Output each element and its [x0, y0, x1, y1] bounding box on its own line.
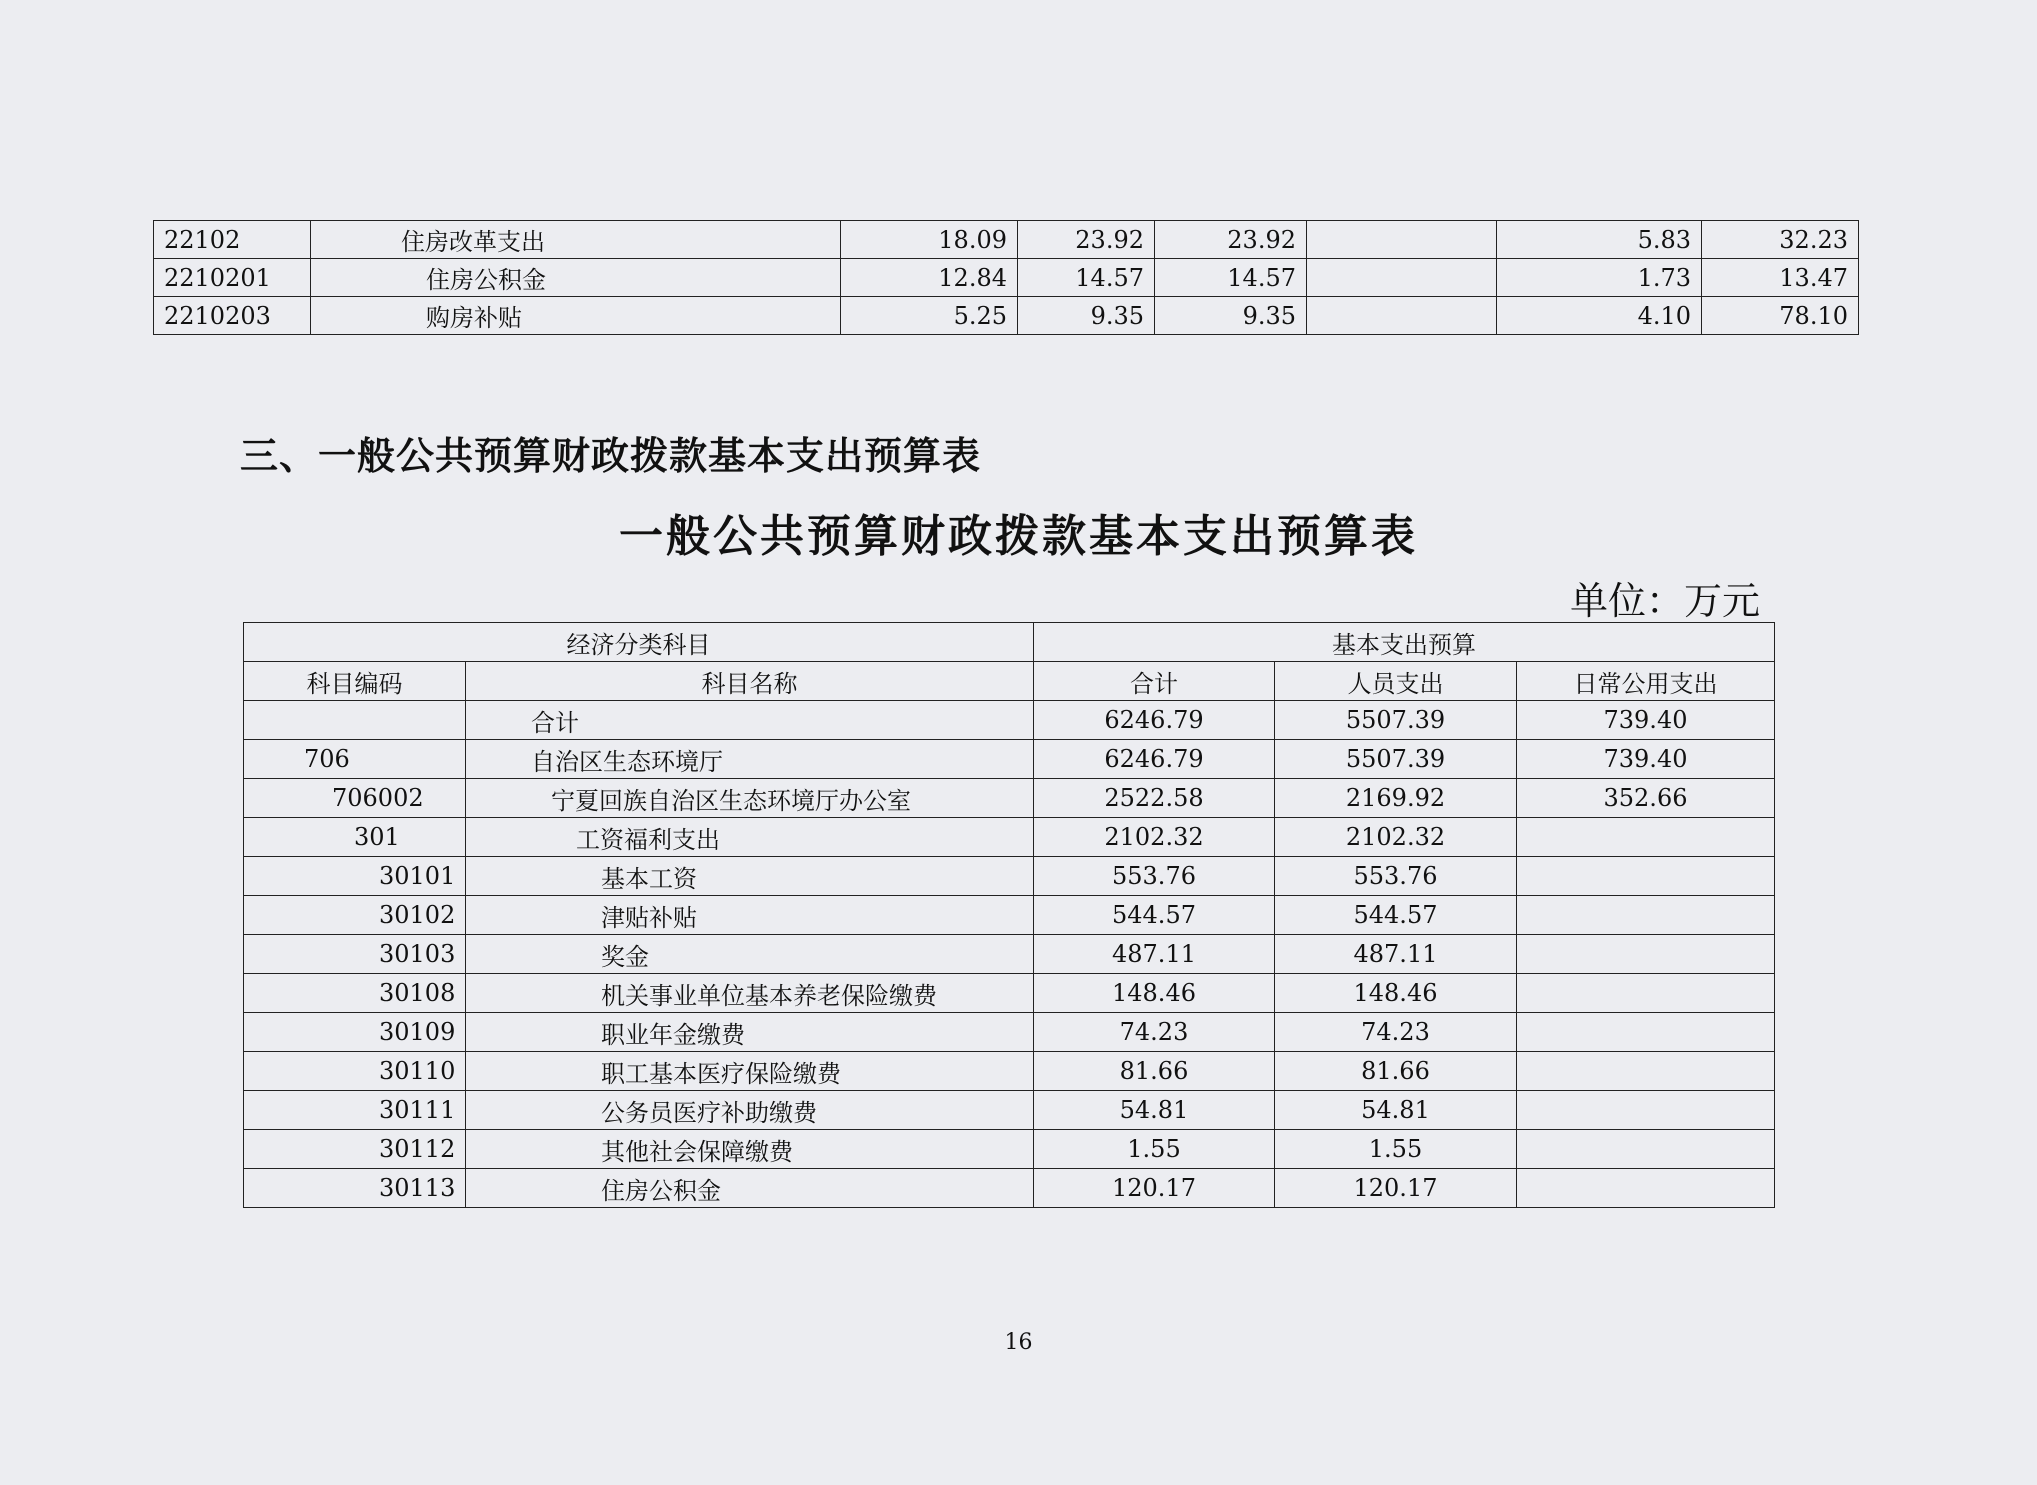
public-cell — [1517, 935, 1775, 974]
column-header-code: 科目编码 — [244, 662, 466, 701]
table-row — [244, 818, 1775, 857]
value-cell: 4.10 — [1497, 297, 1702, 335]
page-number: 16 — [1004, 1330, 1033, 1355]
subject-code-cell: 30108 — [244, 974, 466, 1013]
personnel-cell: 2169.92 — [1275, 779, 1517, 818]
subject-code-cell — [244, 701, 466, 740]
value-cell: 5.83 — [1497, 221, 1702, 259]
subject-code-cell: 30113 — [244, 1169, 466, 1208]
total-cell: 553.76 — [1034, 857, 1275, 896]
total-cell: 487.11 — [1034, 935, 1275, 974]
total-cell: 2522.58 — [1034, 779, 1275, 818]
subject-code-cell: 30101 — [244, 857, 466, 896]
subject-code-cell: 30109 — [244, 1013, 466, 1052]
value-cell: 13.47 — [1702, 259, 1859, 297]
subject-name-cell: 工资福利支出 — [466, 818, 1034, 857]
subject-name-cell: 住房改革支出 — [311, 221, 841, 259]
subject-name-cell: 奖金 — [466, 935, 1034, 974]
subject-code-cell: 706 — [244, 740, 466, 779]
total-cell: 6246.79 — [1034, 701, 1275, 740]
personnel-cell: 81.66 — [1275, 1052, 1517, 1091]
subject-name-cell: 职业年金缴费 — [466, 1013, 1034, 1052]
table-row — [244, 1169, 1775, 1208]
table-row — [154, 297, 1859, 335]
table-row — [244, 1130, 1775, 1169]
subject-name-cell: 合计 — [466, 701, 1034, 740]
personnel-cell: 544.57 — [1275, 896, 1517, 935]
total-cell: 544.57 — [1034, 896, 1275, 935]
value-cell: 1.73 — [1497, 259, 1702, 297]
value-cell: 12.84 — [841, 259, 1018, 297]
public-cell — [1517, 1013, 1775, 1052]
subject-code-cell: 30103 — [244, 935, 466, 974]
subject-code-cell: 30102 — [244, 896, 466, 935]
public-cell: 739.40 — [1517, 740, 1775, 779]
table-row — [244, 935, 1775, 974]
subject-code-cell: 22102 — [154, 221, 311, 259]
public-cell — [1517, 1130, 1775, 1169]
subject-code-cell: 706002 — [244, 779, 466, 818]
value-cell: 23.92 — [1155, 221, 1307, 259]
subject-code-cell: 2210201 — [154, 259, 311, 297]
subject-name-cell: 住房公积金 — [311, 259, 841, 297]
personnel-cell: 553.76 — [1275, 857, 1517, 896]
personnel-cell: 148.46 — [1275, 974, 1517, 1013]
basic-expenditure-budget-table — [243, 622, 1775, 1208]
value-cell — [1307, 221, 1497, 259]
total-cell: 120.17 — [1034, 1169, 1275, 1208]
public-cell — [1517, 974, 1775, 1013]
column-header-personnel: 人员支出 — [1275, 662, 1517, 701]
unit-label: 单位：万元 — [1570, 579, 1761, 623]
subject-code-cell: 30111 — [244, 1091, 466, 1130]
table-row — [244, 1091, 1775, 1130]
subject-name-cell: 自治区生态环境厅 — [466, 740, 1034, 779]
personnel-cell: 74.23 — [1275, 1013, 1517, 1052]
value-cell: 32.23 — [1702, 221, 1859, 259]
housing-expenditure-table — [153, 220, 1859, 335]
value-cell: 78.10 — [1702, 297, 1859, 335]
table-row — [244, 701, 1775, 740]
value-cell: 14.57 — [1018, 259, 1155, 297]
total-cell: 81.66 — [1034, 1052, 1275, 1091]
subject-name-cell: 购房补贴 — [311, 297, 841, 335]
public-cell — [1517, 818, 1775, 857]
personnel-cell: 5507.39 — [1275, 740, 1517, 779]
value-cell: 23.92 — [1018, 221, 1155, 259]
total-cell: 74.23 — [1034, 1013, 1275, 1052]
personnel-cell: 120.17 — [1275, 1169, 1517, 1208]
value-cell: 18.09 — [841, 221, 1018, 259]
subject-name-cell: 津贴补贴 — [466, 896, 1034, 935]
personnel-cell: 1.55 — [1275, 1130, 1517, 1169]
public-cell — [1517, 896, 1775, 935]
column-header-total: 合计 — [1034, 662, 1275, 701]
table-row — [244, 779, 1775, 818]
table-row — [244, 1013, 1775, 1052]
value-cell — [1307, 259, 1497, 297]
value-cell — [1307, 297, 1497, 335]
subject-name-cell: 其他社会保障缴费 — [466, 1130, 1034, 1169]
value-cell: 14.57 — [1155, 259, 1307, 297]
table-title: 一般公共预算财政拨款基本支出预算表 — [619, 511, 1418, 562]
table-row — [244, 974, 1775, 1013]
table-row — [244, 857, 1775, 896]
subject-name-cell: 宁夏回族自治区生态环境厅办公室 — [466, 779, 1034, 818]
basic-budget-header: 基本支出预算 — [1034, 623, 1775, 662]
public-cell — [1517, 1091, 1775, 1130]
table-row — [154, 221, 1859, 259]
table-row — [244, 740, 1775, 779]
section-heading: 三、一般公共预算财政拨款基本支出预算表 — [240, 434, 982, 478]
value-cell: 5.25 — [841, 297, 1018, 335]
subject-code-cell: 30110 — [244, 1052, 466, 1091]
public-cell — [1517, 857, 1775, 896]
table-row — [154, 259, 1859, 297]
group-header-row — [244, 623, 1775, 662]
total-cell: 148.46 — [1034, 974, 1275, 1013]
public-cell — [1517, 1169, 1775, 1208]
personnel-cell: 2102.32 — [1275, 818, 1517, 857]
public-cell: 739.40 — [1517, 701, 1775, 740]
value-cell: 9.35 — [1018, 297, 1155, 335]
economic-classification-header: 经济分类科目 — [244, 623, 1034, 662]
total-cell: 6246.79 — [1034, 740, 1275, 779]
personnel-cell: 487.11 — [1275, 935, 1517, 974]
public-cell — [1517, 1052, 1775, 1091]
column-header-name: 科目名称 — [466, 662, 1034, 701]
subject-name-cell: 住房公积金 — [466, 1169, 1034, 1208]
table-row — [244, 1052, 1775, 1091]
subject-name-cell: 公务员医疗补助缴费 — [466, 1091, 1034, 1130]
total-cell: 1.55 — [1034, 1130, 1275, 1169]
total-cell: 54.81 — [1034, 1091, 1275, 1130]
personnel-cell: 54.81 — [1275, 1091, 1517, 1130]
subject-code-cell: 2210203 — [154, 297, 311, 335]
subject-name-cell: 机关事业单位基本养老保险缴费 — [466, 974, 1034, 1013]
subject-code-cell: 30112 — [244, 1130, 466, 1169]
public-cell: 352.66 — [1517, 779, 1775, 818]
personnel-cell: 5507.39 — [1275, 701, 1517, 740]
table-row — [244, 896, 1775, 935]
column-header-row — [244, 662, 1775, 701]
total-cell: 2102.32 — [1034, 818, 1275, 857]
subject-code-cell: 301 — [244, 818, 466, 857]
subject-name-cell: 基本工资 — [466, 857, 1034, 896]
column-header-public: 日常公用支出 — [1517, 662, 1775, 701]
subject-name-cell: 职工基本医疗保险缴费 — [466, 1052, 1034, 1091]
value-cell: 9.35 — [1155, 297, 1307, 335]
